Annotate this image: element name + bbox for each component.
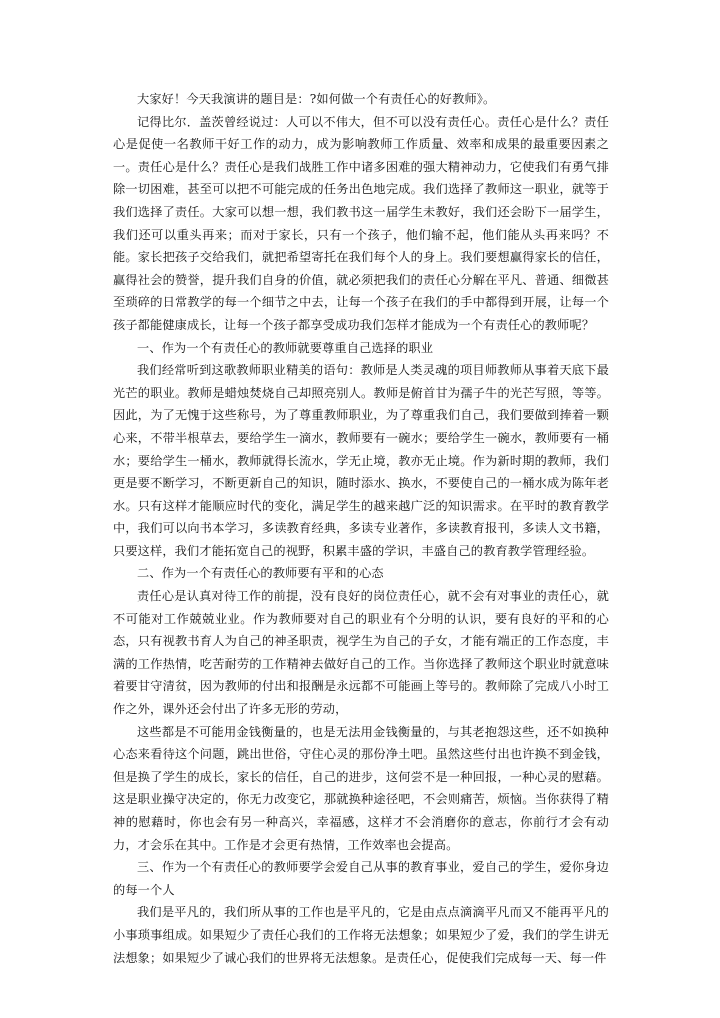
paragraph-section-3: 我们是平凡的，我们所从事的工作也是平凡的，它是由点点滴滴平凡而又不能再平凡的小事琐事组成。如果短少了责任心我们的工作将无法想象；如果短少了爱，我们的学生讲无法想象；如果短少了诚心我们的世界将无法想象。是责任心，促使我们完成每一天、每一件	[113, 905, 609, 965]
section-heading-3: 三、作为一个有责任心的教师要学会爱自己从事的教育事业，爱自己的学生，爱你身边的每一个人	[113, 860, 609, 897]
section-heading-2: 二、作为一个有责任心的教师要有平和的心态	[137, 566, 384, 581]
paragraph-section-2b: 这些都是不可能用金钱衡量的，也是无法用金钱衡量的，与其老抱怨这些，还不如换种心态来看待这个问题，跳出世俗，守住心灵的那份净土吧。虽然这些付出也许换不到金钱，但是换了学生的成长，家长的信任，自己的进步，这何尝不是一种回报，一种心灵的慰藉。这是职业操守决定的，你无力改变它，那就换种途径吧，不会则痛苦，烦恼。当你获得了精神的慰藉时，你也会有另一种高兴，幸福感，这样才不会消磨你的意志，你前行才会有动力，才会乐在其中。工作是才会更有热情，工作效率也会提高。	[113, 724, 609, 852]
section-heading-1: 一、作为一个有责任心的教师就要尊重自己选择的职业	[137, 340, 434, 355]
speech-title: 大家好！今天我演讲的题目是：?如何做一个有责任心的好教师》。	[137, 92, 496, 106]
paragraph-section-2a: 责任心是认真对待工作的前提，没有良好的岗位责任心，就不会有对事业的责任心，就不可能对工作兢兢业业。作为教师要对自己的职业有个分明的认识，要有良好的平和的心态，只有视教书育人为自己的神圣职责，视学生为自己的子女，才能有端正的工作态度，丰满的工作热情，吃苦耐劳的工作精神去做好自己的工作。当你选择了教师这个职业时就意味着要甘守清贫，因为教师的付出和报酬是永远都不可能画上等号的。教师除了完成八小时工作之外，课外还会付出了许多无形的劳动，	[113, 589, 609, 717]
paragraph-section-1: 我们经常听到这歌教师职业精美的语句：教师是人类灵魂的项目师教师从事着天底下最光芒的职业。教师是蜡烛焚烧自己却照亮别人。教师是俯首甘为孺子牛的光芒写照，等等。因此，为了无愧于这些称号，为了尊重教师职业，为了尊重我们自己，我们要做到捧着一颗心来，不带半根草去，要给学生一滴水，教师要有一碗水；要给学生一碗水，教师要有一桶水；要给学生一桶水，教师就得长流水，学无止境，教亦无止境。作为新时期的教师，我们更是要不断学习，不断更新自己的知识，随时添水、换水，不要使自己的一桶水成为陈年老水。只有这样才能顺应时代的变化，满足学生的越来越广泛的知识需求。在平时的教育教学中，我们可以向书本学习，多读教育经典，多读专业著作，多读教育报刊，多读人文书籍，只要这样，我们才能拓宽自己的视野，积累丰盛的学识，丰盛自己的教育教学管理经验。	[113, 363, 609, 558]
paragraph-intro: 记得比尔．盖茨曾经说过：人可以不伟大，但不可以没有责任心。责任心是什么？责任心是促使一名教师干好工作的动力，成为影响教师工作质量、效率和成果的最重要因素之一。责任心是什么？责任心是我们战胜工作中诸多困难的强大精神动力，它使我们有勇气排除一切困难，甚至可以把不可能完成的任务出色地完成。我们选择了教师这一职业，就等于我们选择了责任。大家可以想一想，我们教书这一届学生未教好，我们还会盼下一届学生，我们还可以重头再来；而对于家长，只有一个孩子，他们输不起，他们能从头再来吗？不能。家长把孩子交给我们，就把希望寄托在我们每个人的身上。我们要想赢得家长的信任，赢得社会的赞誉，提升我们自身的价值，就必须把我们的责任心分解在平凡、普通、细微甚至琐碎的日常教学的每一个细节之中去，让每一个孩子在我们的手中都得到开展，让每一个孩子都能健康成长，让每一个孩子都享受成功我们怎样才能成为一个有责任心的教师呢？	[113, 114, 609, 332]
